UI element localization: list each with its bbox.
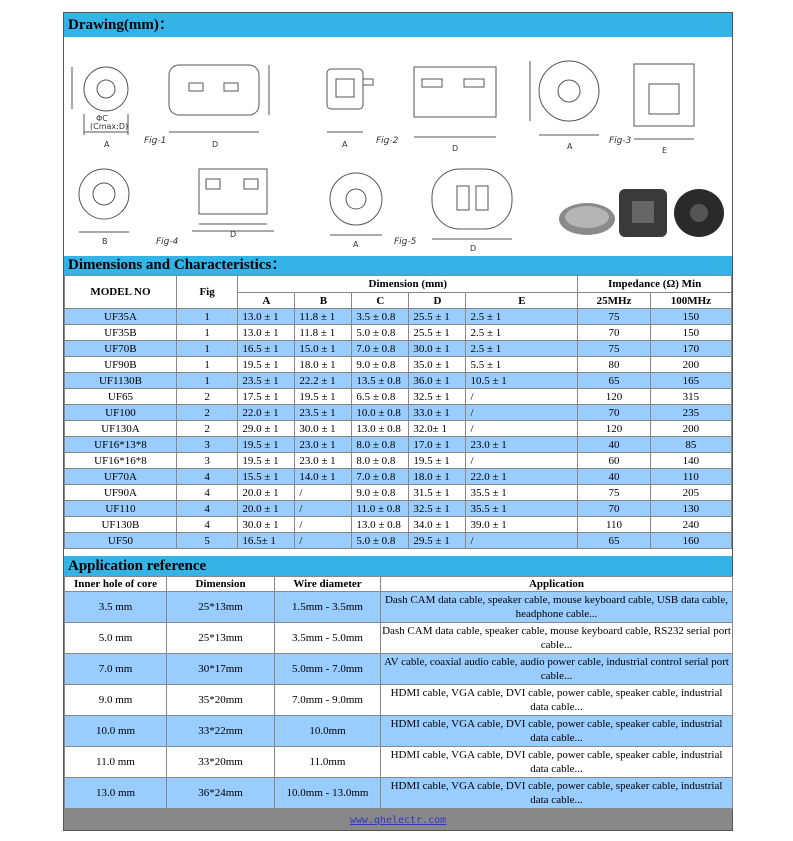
impedance-100-cell: 165 — [650, 373, 731, 389]
a-cell: 13.0 ± 1 — [238, 309, 295, 325]
inner-hole-cell: 10.0 mm — [65, 716, 167, 747]
impedance-25-cell: 60 — [578, 453, 650, 469]
model-cell: UF35A — [65, 309, 177, 325]
impedance-25-cell: 75 — [578, 341, 650, 357]
d-cell: 32.5 ± 1 — [409, 501, 466, 517]
d-cell: 17.0 ± 1 — [409, 437, 466, 453]
header-wire-diameter: Wire diameter — [275, 577, 381, 592]
table-row — [65, 654, 733, 685]
model-cell: UF16*16*8 — [65, 453, 177, 469]
application-table-body — [65, 592, 733, 809]
b-cell: 30.0 ± 1 — [295, 421, 352, 437]
impedance-25-cell: 75 — [578, 485, 650, 501]
a-cell: 17.5 ± 1 — [238, 389, 295, 405]
e-cell: 2.5 ± 1 — [466, 341, 578, 357]
c-cell: 11.0 ± 0.8 — [352, 501, 409, 517]
fig-cell: 2 — [176, 421, 237, 437]
impedance-100-cell: 170 — [650, 341, 731, 357]
e-cell: 35.5 ± 1 — [466, 485, 578, 501]
fig4-side-view — [192, 169, 274, 231]
impedance-100-cell: 110 — [650, 469, 731, 485]
application-cell: Dash CAM data cable, speaker cable, mouse keyboard cable, USB data cable, headphone cable... — [381, 592, 733, 623]
e-cell: 35.5 ± 1 — [466, 501, 578, 517]
application-cell: AV cable, coaxial audio cable, audio power cable, industrial control serial port cable... — [381, 654, 733, 685]
inner-hole-cell: 5.0 mm — [65, 623, 167, 654]
application-cell: Dash CAM data cable, speaker cable, mouse keyboard cable, RS232 serial port cable... — [381, 623, 733, 654]
header-e: E — [466, 293, 578, 309]
fig3-side-view — [634, 64, 694, 139]
header-impedance: Impedance (Ω) Min — [578, 276, 732, 293]
dimensions-table — [64, 275, 732, 549]
inner-hole-cell: 7.0 mm — [65, 654, 167, 685]
wire-diameter-cell: 3.5mm - 5.0mm — [275, 623, 381, 654]
c-cell: 13.0 ± 0.8 — [352, 421, 409, 437]
e-cell: 2.5 ± 1 — [466, 309, 578, 325]
fig-cell: 2 — [176, 405, 237, 421]
wire-diameter-cell: 1.5mm - 3.5mm — [275, 592, 381, 623]
a-cell: 15.5 ± 1 — [238, 469, 295, 485]
a-cell: 23.5 ± 1 — [238, 373, 295, 389]
header-fig: Fig — [176, 276, 237, 309]
inner-hole-cell: 13.0 mm — [65, 778, 167, 809]
fig-cell: 1 — [176, 373, 237, 389]
inner-hole-cell: 11.0 mm — [65, 747, 167, 778]
fig3-front-view — [530, 61, 599, 135]
header-dimension: Dimension (mm) — [238, 276, 578, 293]
c-cell: 7.0 ± 0.8 — [352, 469, 409, 485]
header-model-no: MODEL NO — [65, 276, 177, 309]
b-cell: 23.5 ± 1 — [295, 405, 352, 421]
application-cell: HDMI cable, VGA cable, DVI cable, power cable, speaker cable, industrial data cable... — [381, 685, 733, 716]
a-cell: 16.5 ± 1 — [238, 341, 295, 357]
impedance-25-cell: 110 — [578, 517, 650, 533]
d-cell: 32.0± 1 — [409, 421, 466, 437]
impedance-25-cell: 40 — [578, 469, 650, 485]
table-row — [65, 623, 733, 654]
technical-drawings — [64, 39, 732, 255]
application-cell: HDMI cable, VGA cable, DVI cable, power cable, speaker cable, industrial data cable... — [381, 747, 733, 778]
fig4-label: Fig-4 — [156, 237, 179, 247]
fig2-front-view — [327, 69, 373, 132]
a-cell: 20.0 ± 1 — [238, 501, 295, 517]
header-d: D — [409, 293, 466, 309]
b-cell: 23.0 ± 1 — [295, 453, 352, 469]
fig1-dim-d: D — [212, 140, 219, 149]
impedance-100-cell: 150 — [650, 309, 731, 325]
model-cell: UF70A — [65, 469, 177, 485]
inner-hole-cell: 3.5 mm — [65, 592, 167, 623]
e-cell: / — [466, 533, 578, 549]
header-inner-hole: Inner hole of core — [65, 577, 167, 592]
table-row — [65, 533, 732, 549]
table-row — [65, 485, 732, 501]
fig-cell: 4 — [176, 517, 237, 533]
table-row — [65, 592, 733, 623]
c-cell: 13.5 ± 0.8 — [352, 373, 409, 389]
b-cell: / — [295, 533, 352, 549]
table-row — [65, 325, 732, 341]
impedance-25-cell: 75 — [578, 309, 650, 325]
a-cell: 29.0 ± 1 — [238, 421, 295, 437]
header-b: B — [295, 293, 352, 309]
impedance-100-cell: 205 — [650, 485, 731, 501]
d-cell: 29.5 ± 1 — [409, 533, 466, 549]
impedance-100-cell: 315 — [650, 389, 731, 405]
fig-cell: 4 — [176, 501, 237, 517]
e-cell: 2.5 ± 1 — [466, 325, 578, 341]
header-application: Application — [381, 577, 733, 592]
fig3-dim-e: E — [662, 146, 668, 155]
a-cell: 22.0 ± 1 — [238, 405, 295, 421]
a-cell: 19.5 ± 1 — [238, 357, 295, 373]
d-cell: 25.5 ± 1 — [409, 309, 466, 325]
fig-cell: 1 — [176, 325, 237, 341]
core-dimension-cell: 35*20mm — [167, 685, 275, 716]
impedance-25-cell: 70 — [578, 405, 650, 421]
table-row — [65, 517, 732, 533]
fig-cell: 3 — [176, 453, 237, 469]
core-dimension-cell: 36*24mm — [167, 778, 275, 809]
table-row — [65, 341, 732, 357]
table-row — [65, 421, 732, 437]
c-cell: 5.0 ± 0.8 — [352, 325, 409, 341]
a-cell: 19.5 ± 1 — [238, 453, 295, 469]
b-cell: 19.5 ± 1 — [295, 389, 352, 405]
fig-cell: 1 — [176, 357, 237, 373]
table-row — [65, 373, 732, 389]
table-row — [65, 389, 732, 405]
model-cell: UF110 — [65, 501, 177, 517]
impedance-100-cell: 140 — [650, 453, 731, 469]
fig1-dim-c: ΦC — [96, 114, 108, 123]
d-cell: 34.0 ± 1 — [409, 517, 466, 533]
core-dimension-cell: 33*20mm — [167, 747, 275, 778]
model-cell: UF130A — [65, 421, 177, 437]
header-a: A — [238, 293, 295, 309]
b-cell: 18.0 ± 1 — [295, 357, 352, 373]
fig2-label: Fig-2 — [376, 136, 399, 146]
table-row — [65, 437, 732, 453]
c-cell: 6.5 ± 0.8 — [352, 389, 409, 405]
model-cell: UF16*13*8 — [65, 437, 177, 453]
fig-cell: 4 — [176, 469, 237, 485]
b-cell: 11.8 ± 1 — [295, 325, 352, 341]
c-cell: 13.0 ± 0.8 — [352, 517, 409, 533]
application-section-title: Application reference — [64, 556, 732, 576]
impedance-100-cell: 240 — [650, 517, 731, 533]
table-row — [65, 405, 732, 421]
impedance-100-cell: 160 — [650, 533, 731, 549]
impedance-100-cell: 200 — [650, 357, 731, 373]
datasheet-frame — [63, 12, 733, 831]
fig-cell: 1 — [176, 341, 237, 357]
core-dimension-cell: 25*13mm — [167, 623, 275, 654]
b-cell: 22.2 ± 1 — [295, 373, 352, 389]
wire-diameter-cell: 10.0mm — [275, 716, 381, 747]
b-cell: / — [295, 517, 352, 533]
impedance-100-cell: 235 — [650, 405, 731, 421]
b-cell: 11.8 ± 1 — [295, 309, 352, 325]
e-cell: / — [466, 389, 578, 405]
c-cell: 8.0 ± 0.8 — [352, 453, 409, 469]
model-cell: UF35B — [65, 325, 177, 341]
d-cell: 32.5 ± 1 — [409, 389, 466, 405]
impedance-25-cell: 120 — [578, 421, 650, 437]
impedance-100-cell: 130 — [650, 501, 731, 517]
a-cell: 13.0 ± 1 — [238, 325, 295, 341]
fig-cell: 3 — [176, 437, 237, 453]
b-cell: 23.0 ± 1 — [295, 437, 352, 453]
table-row — [65, 357, 732, 373]
impedance-100-cell: 200 — [650, 421, 731, 437]
table-row — [65, 453, 732, 469]
product-photo — [556, 179, 726, 249]
a-cell: 16.5± 1 — [238, 533, 295, 549]
impedance-25-cell: 70 — [578, 501, 650, 517]
drawing-area — [64, 39, 732, 255]
application-table — [64, 576, 733, 809]
b-cell: 15.0 ± 1 — [295, 341, 352, 357]
b-cell: / — [295, 485, 352, 501]
dimensions-table-body — [65, 309, 732, 549]
impedance-100-cell: 85 — [650, 437, 731, 453]
dimensions-section-title: Dimensions and Characteristics： — [64, 256, 732, 275]
impedance-25-cell: 40 — [578, 437, 650, 453]
header-core-dimension: Dimension — [167, 577, 275, 592]
impedance-25-cell: 65 — [578, 373, 650, 389]
fig-cell: 2 — [176, 389, 237, 405]
header-25mhz: 25MHz — [578, 293, 650, 309]
fig2-side-view — [414, 67, 496, 137]
b-cell: / — [295, 501, 352, 517]
table-row — [65, 778, 733, 809]
header-c: C — [352, 293, 409, 309]
core-dimension-cell: 33*22mm — [167, 716, 275, 747]
fig4-dim-d: D — [230, 230, 237, 239]
d-cell: 36.0 ± 1 — [409, 373, 466, 389]
fig3-dim-a: A — [567, 142, 573, 151]
wire-diameter-cell: 5.0mm - 7.0mm — [275, 654, 381, 685]
d-cell: 25.5 ± 1 — [409, 325, 466, 341]
table-row — [65, 469, 732, 485]
inner-hole-cell: 9.0 mm — [65, 685, 167, 716]
e-cell: / — [466, 421, 578, 437]
a-cell: 19.5 ± 1 — [238, 437, 295, 453]
table-row — [65, 747, 733, 778]
fig2-dim-d: D — [452, 144, 459, 153]
c-cell: 10.0 ± 0.8 — [352, 405, 409, 421]
e-cell: 22.0 ± 1 — [466, 469, 578, 485]
table-row — [65, 309, 732, 325]
website-link[interactable]: www.qhelectr.com — [349, 815, 447, 826]
fig1-label: Fig-1 — [144, 136, 167, 146]
e-cell: / — [466, 405, 578, 421]
fig5-dim-d: D — [470, 244, 477, 253]
fig1-side-view — [169, 65, 269, 132]
e-cell: 39.0 ± 1 — [466, 517, 578, 533]
e-cell: / — [466, 453, 578, 469]
fig5-label: Fig-5 — [394, 237, 417, 247]
model-cell: UF50 — [65, 533, 177, 549]
fig1-dim-a: A — [104, 140, 110, 149]
impedance-25-cell: 120 — [578, 389, 650, 405]
e-cell: 10.5 ± 1 — [466, 373, 578, 389]
table-row — [65, 716, 733, 747]
impedance-25-cell: 70 — [578, 325, 650, 341]
c-cell: 9.0 ± 0.8 — [352, 357, 409, 373]
fig3-label: Fig-3 — [609, 136, 632, 146]
impedance-25-cell: 80 — [578, 357, 650, 373]
fig4-front-view — [79, 169, 129, 232]
c-cell: 9.0 ± 0.8 — [352, 485, 409, 501]
d-cell: 31.5 ± 1 — [409, 485, 466, 501]
c-cell: 5.0 ± 0.8 — [352, 533, 409, 549]
model-cell: UF90B — [65, 357, 177, 373]
fig1-dim-cmax: (Cmax:D) — [90, 122, 129, 131]
table-row — [65, 501, 732, 517]
fig5-side-view — [432, 169, 512, 239]
wire-diameter-cell: 11.0mm — [275, 747, 381, 778]
drawing-section-title: Drawing(mm)： — [64, 13, 732, 37]
model-cell: UF130B — [65, 517, 177, 533]
model-cell: UF100 — [65, 405, 177, 421]
model-cell: UF1130B — [65, 373, 177, 389]
model-cell: UF70B — [65, 341, 177, 357]
a-cell: 20.0 ± 1 — [238, 485, 295, 501]
wire-diameter-cell: 7.0mm - 9.0mm — [275, 685, 381, 716]
wire-diameter-cell: 10.0mm - 13.0mm — [275, 778, 381, 809]
header-100mhz: 100MHz — [650, 293, 731, 309]
d-cell: 30.0 ± 1 — [409, 341, 466, 357]
d-cell: 19.5 ± 1 — [409, 453, 466, 469]
fig5-dim-a: A — [353, 240, 359, 249]
e-cell: 5.5 ± 1 — [466, 357, 578, 373]
c-cell: 3.5 ± 0.8 — [352, 309, 409, 325]
d-cell: 18.0 ± 1 — [409, 469, 466, 485]
fig2-dim-a: A — [342, 140, 348, 149]
core-dimension-cell: 25*13mm — [167, 592, 275, 623]
fig-cell: 5 — [176, 533, 237, 549]
fig-cell: 4 — [176, 485, 237, 501]
table-row — [65, 685, 733, 716]
impedance-25-cell: 65 — [578, 533, 650, 549]
footer-bar — [64, 808, 732, 830]
a-cell: 30.0 ± 1 — [238, 517, 295, 533]
model-cell: UF65 — [65, 389, 177, 405]
fig5-front-view — [330, 173, 382, 235]
application-cell: HDMI cable, VGA cable, DVI cable, power cable, speaker cable, industrial data cable... — [381, 716, 733, 747]
b-cell: 14.0 ± 1 — [295, 469, 352, 485]
fig-cell: 1 — [176, 309, 237, 325]
fig4-dim-b: B — [102, 237, 108, 246]
d-cell: 35.0 ± 1 — [409, 357, 466, 373]
d-cell: 33.0 ± 1 — [409, 405, 466, 421]
core-dimension-cell: 30*17mm — [167, 654, 275, 685]
e-cell: 23.0 ± 1 — [466, 437, 578, 453]
c-cell: 8.0 ± 0.8 — [352, 437, 409, 453]
impedance-100-cell: 150 — [650, 325, 731, 341]
application-cell: HDMI cable, VGA cable, DVI cable, power cable, speaker cable, industrial data cable... — [381, 778, 733, 809]
c-cell: 7.0 ± 0.8 — [352, 341, 409, 357]
model-cell: UF90A — [65, 485, 177, 501]
